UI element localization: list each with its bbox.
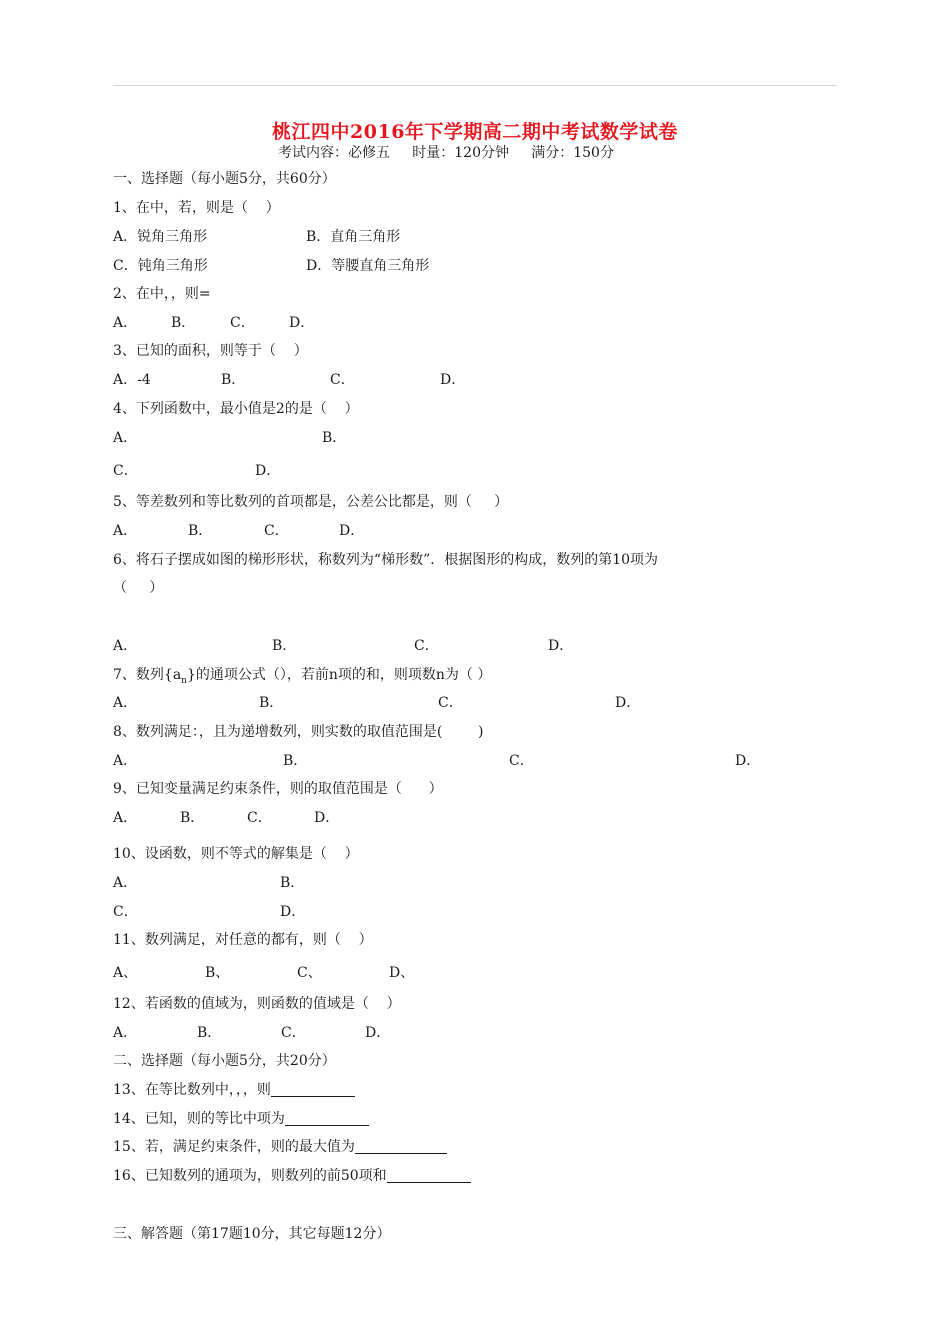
question-7-lead: 7、数列{a: [113, 667, 182, 683]
question-1: 1、在中，若，则是（ ）: [113, 200, 280, 216]
option-a: A．: [113, 810, 138, 826]
option-b: B．: [259, 695, 284, 711]
answer-blank[interactable]: [271, 1082, 355, 1097]
answer-paren: （ ）: [113, 580, 164, 596]
question-13-text: 13、在等比数列中，，，则: [113, 1082, 271, 1098]
option-a: A．: [113, 753, 138, 769]
option-b: B．直角三角形: [306, 229, 401, 245]
option-b: B．: [171, 315, 196, 331]
option-d: D．等腰直角三角形: [306, 258, 430, 274]
question-7-text: }的通项公式（），若前n项的和，则项数n为（ ）: [186, 667, 492, 683]
option-b: B．: [221, 372, 246, 388]
option-c: C．: [230, 315, 255, 331]
option-c: C．: [113, 463, 138, 479]
option-b: B．: [188, 523, 213, 539]
section-heading: 三、解答题（第17题10分，其它每题12分）: [113, 1226, 391, 1242]
option-c: C．钝角三角形: [113, 258, 208, 274]
question-9: 9、已知变量满足约束条件，则的取值范围是（ ）: [113, 781, 443, 797]
option-b: B．: [197, 1025, 222, 1041]
answer-blank[interactable]: [387, 1168, 471, 1183]
option-b: B．: [180, 810, 205, 826]
question-14: [113, 1110, 369, 1128]
option-d: D．: [255, 463, 281, 479]
option-a: A．: [113, 523, 138, 539]
question-12: 12、若函数的值域为，则函数的值域是（ ）: [113, 996, 401, 1012]
answer-blank[interactable]: [285, 1111, 369, 1126]
option-c: C．: [509, 753, 534, 769]
option-b: B．: [272, 638, 297, 654]
option-a: A．: [113, 430, 138, 446]
question-3: 3、已知的面积，则等于（ ）: [113, 343, 308, 359]
question-8: 8、数列满足：，且为递增数列，则实数的取值范围是( ): [113, 724, 484, 740]
option-d: D．: [615, 695, 641, 711]
option-c: C．: [414, 638, 439, 654]
exam-title: 桃江四中2016年下学期高二期中考试数学试卷: [272, 121, 678, 143]
option-a: A．: [113, 315, 138, 331]
option-c: C．: [330, 372, 355, 388]
question-4: 4、下列函数中，最小值是2的是（ ）: [113, 401, 359, 417]
answer-blank[interactable]: [355, 1139, 447, 1154]
question-15-text: 15、若，满足约束条件，则的最大值为: [113, 1139, 355, 1155]
option-c: C．: [264, 523, 289, 539]
section-heading: 一、选择题（每小题5分，共60分）: [113, 171, 336, 187]
question-16-text: 16、已知数列的通项为，则数列的前50项和: [113, 1168, 387, 1184]
option-a: A．: [113, 1025, 138, 1041]
question-10: 10、设函数，则不等式的解集是（ ）: [113, 846, 359, 862]
section-heading: 二、选择题（每小题5分，共20分）: [113, 1053, 336, 1069]
option-b: B．: [280, 875, 305, 891]
option-b: B．: [283, 753, 308, 769]
question-13: [113, 1081, 355, 1099]
option-a: A、: [113, 965, 138, 981]
option-a: A．: [113, 695, 138, 711]
option-b: B．: [322, 430, 347, 446]
option-a: A．: [113, 875, 138, 891]
option-d: D．: [548, 638, 574, 654]
option-b: B、: [205, 965, 230, 981]
option-a: A．-4: [113, 372, 151, 388]
header-rule: [113, 85, 837, 86]
option-d: D．: [280, 904, 306, 920]
question-14-text: 14、已知，则的等比中项为: [113, 1111, 285, 1127]
option-d: D、: [389, 965, 415, 981]
option-d: D．: [440, 372, 466, 388]
option-c: C．: [281, 1025, 306, 1041]
option-d: D．: [365, 1025, 391, 1041]
question-6: 6、将石子摆成如图的梯形形状，称数列为“梯形数”．根据图形的构成，数列的第10项为: [113, 552, 659, 568]
question-5: 5、等差数列和等比数列的首项都是，公差公比都是，则（ ）: [113, 494, 509, 510]
option-a: A．锐角三角形: [113, 229, 208, 245]
option-c: C．: [113, 904, 138, 920]
option-c: C．: [438, 695, 463, 711]
option-c: C．: [247, 810, 272, 826]
option-d: D．: [289, 315, 315, 331]
option-c: C、: [297, 965, 322, 981]
question-2: 2、在中，，则=: [113, 286, 211, 302]
question-15: [113, 1138, 447, 1156]
option-d: D．: [735, 753, 761, 769]
option-d: D．: [339, 523, 365, 539]
question-7: [113, 666, 491, 690]
option-d: D．: [314, 810, 340, 826]
question-16: [113, 1167, 471, 1185]
option-a: A．: [113, 638, 138, 654]
exam-info: 考试内容：必修五 时量：120分钟 满分：150分: [278, 145, 614, 161]
subscript-n: n: [181, 675, 187, 686]
question-11: 11、数列满足，对任意的都有，则（ ）: [113, 932, 373, 948]
